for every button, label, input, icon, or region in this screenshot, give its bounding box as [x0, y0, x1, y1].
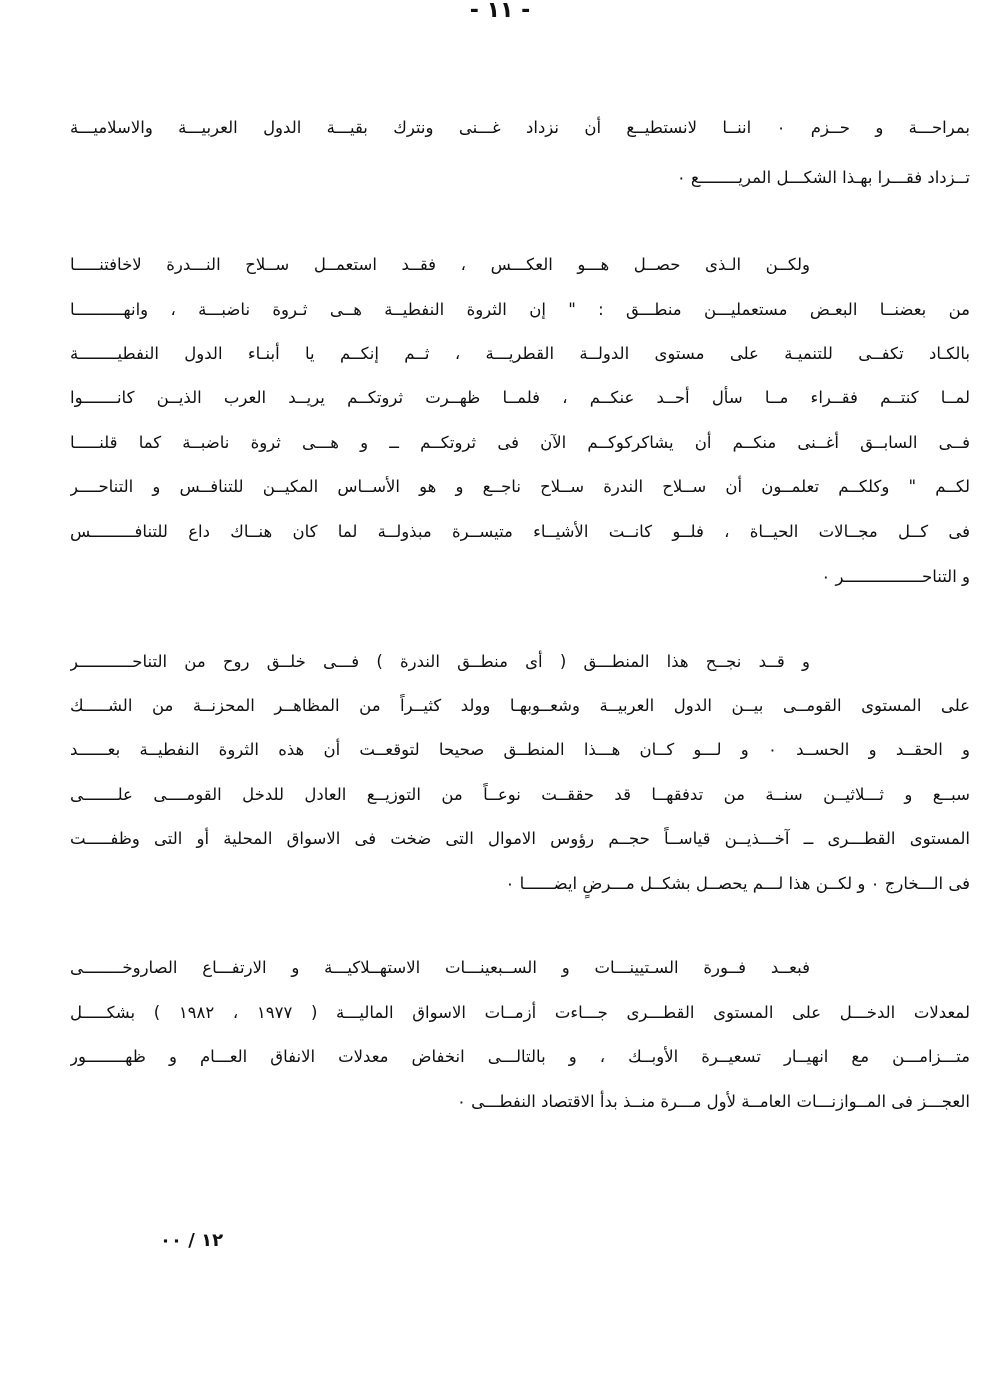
paragraph-2-line-2: من بعضنــا البعـض مستعمليـــن منطـــق : " إن الثروة النفطيــة هــى ثـروة ناضبـــة ، وانهــــــــــا	[70, 300, 970, 319]
paragraph-1-line-2: تــزداد فقـــرا بهـذا الشكـــل المريــــــــع ٠	[676, 168, 970, 187]
paragraph-2-line-4: لمــا كنتــم فقــراء مــا سأل أحــد عنكــم ، فلمــا ظهــرت ثروتكــم يريــد العرب الذيــن كانـــــــوا	[70, 388, 970, 407]
footer-page-code: ١٢ / ٠٠	[160, 1230, 224, 1251]
paragraph-4-line-4: العجـــز فى المــوازنـــات العامــة لأول مـــرة منــذ بدأ الاقتصاد النفطـــى ٠	[456, 1092, 970, 1111]
paragraph-2-line-6: لكــم " وكلكــم تعلمــون أن ســلاح الندرة ســلاح ناجــع و هو الأســاس المكيــن للتنافــس و التناحــــر	[70, 477, 970, 496]
paragraph-3-line-4: سبــع و ثـــلاثيــن سنــة من تدفقهــا قد حققــت نوعــاً من التوزيــع العادل للدخل القومــــى علـــــــى	[70, 785, 970, 804]
paragraph-3-line-3: و الحقــد و الحســد ٠ و لـــو كــان هـــذا المنطــق صحيحا لتوقعــت أن هذه الثروة النفطيــة بعــــــد	[70, 740, 970, 759]
paragraph-4-line-3: متـــزامـــن مع انهيــار تسعيــرة الأوبــك ، و بالتالـــى انخفاض معدلات الانفاق العـــام و ظهــــــــور	[70, 1047, 970, 1066]
paragraph-2-line-3: بالكـاد تكفــى للتنميـة على مستوى الدولــة القطريـــة ، ثــم إنكــم يا أبنـاء الدول النفطيــــــــة	[70, 344, 970, 363]
paragraph-2-line-8: و التناحــــــــــــــــر ٠	[821, 567, 970, 586]
paragraph-2-line-7: فى كــل مجــالات الحيــاة ، فلــو كانــت الأشيــاء متيســرة مبذولــة لما كان هنــاك داع للتنافـــــــــس	[70, 522, 970, 541]
paragraph-3-line-1: و قــد نجــح هذا المنطـــق ( أى منطــق الندرة ) فـــى خلــق روح من التناحـــــــــــر	[70, 652, 810, 671]
page-number-top: - ١١ -	[469, 0, 531, 23]
paragraph-4-line-2: لمعدلات الدخـــل على المستوى القطـــرى جـــاءت أزمــات الاسواق الماليـــة ( ١٩٧٧ ، ١٩٨٢ ) بشكـــــل	[70, 1003, 970, 1022]
paragraph-3-line-5: المستوى القطـــرى ــ آخـــذيــن قياســاً حجــم رؤوس الاموال التى ضخت فى الاسواق المحلية أو التى وظفـــــت	[70, 829, 970, 848]
paragraph-3-line-2: على المستوى القومــى بيــن الدول العربيــة وشعــوبهـا وولد كثيــراً من المظاهــر المحزنــة من الشـــــك	[70, 696, 970, 715]
paragraph-4-line-1: فبعــد فــورة السـتيينـــات و الســبعينـــات الاستهــلاكيـــة و الارتفـــاع الصاروخــــــــى	[70, 958, 810, 977]
paragraph-1-line-1: بمراحـــة و حــزم ٠ اننــا لانستطيــع أن نزداد غـــنى ونترك بقيـــة الدول العربيـــة والاسلاميـــة	[70, 118, 970, 137]
paragraph-2-line-1: ولكــن الـذى حصــل هـــو العكـــس ، فقــد استعمــل ســلاح النـــدرة لاخافتنـــــا	[70, 255, 810, 274]
paragraph-3-line-6: فى الـــخارج ٠ و لكــن هذا لـــم يحصــل بشكــل مـــرضٍ ايضــــــا ٠	[505, 874, 970, 893]
paragraph-2-line-5: فــى السابــق أغــنى منكــم أن يشاكركوكــم الآن فى ثروتكــم ــ و هـــى ثروة ناضبــة كما قلنـــــا	[70, 433, 970, 452]
